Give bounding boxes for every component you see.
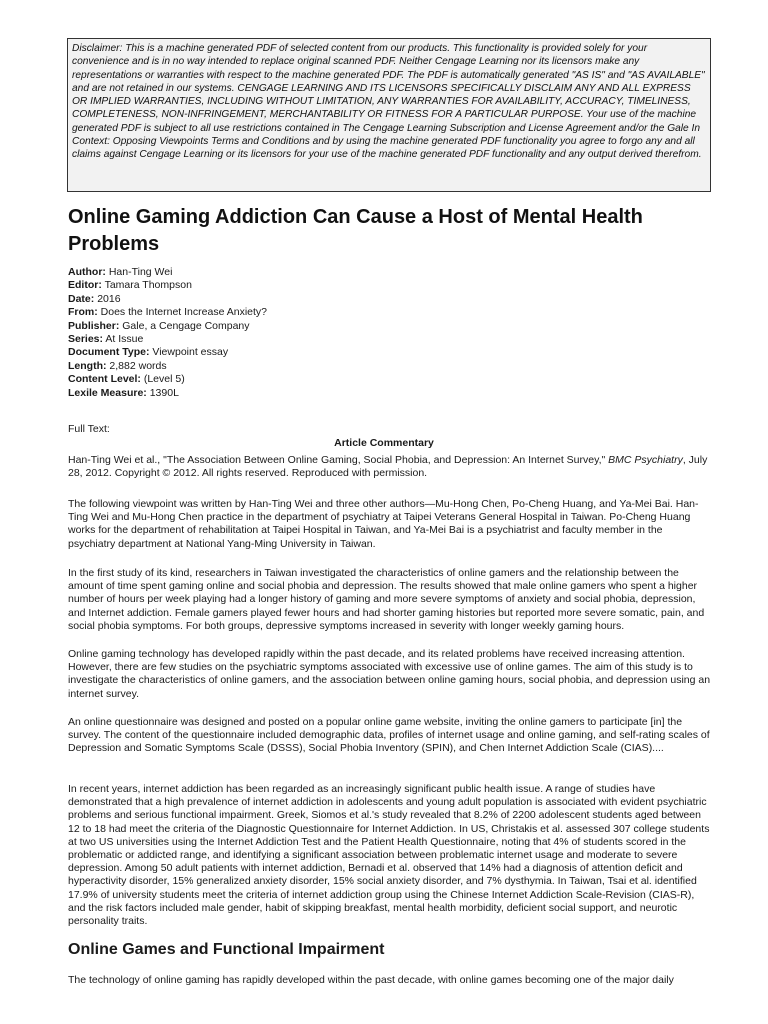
meta-series: Series: At Issue [68,333,144,346]
citation-paragraph: Han-Ting Wei et al., "The Association Between Online Gaming, Social Phobia, and Depression: An Internet Survey," BMC Psychiatry, July 28, 2012. Copyright © 2012. All rights reserved. Reproduced with permission. [68,454,708,480]
meta-content-level: Content Level: (Level 5) [68,373,185,386]
paragraph-methods: An online questionnaire was designed and posted on a popular online game website, inviting the online gamers to participate [in] the survey. The content of the questionnaire included demographic data, profiles of internet usage and online gaming, and self-rating scales of Depression and Somatic Symptoms Scale (DSSS), Social Phobia Inventory (SPIN), and Chen Internet Addiction Scale (CIAS).... [68,716,710,755]
article-title: Online Gaming Addiction Can Cause a Host of Mental Health Problems [68,206,643,255]
meta-from: From: Does the Internet Increase Anxiety? [68,306,268,319]
meta-publisher: Publisher: Gale, a Cengage Company [68,319,250,332]
meta-lexile: Lexile Measure: 1390L [68,386,179,399]
section-heading: Online Games and Functional Impairment [68,941,385,958]
meta-author: Author: Han-Ting Wei [68,266,173,278]
journal-name: BMC Psychiatry [608,454,683,466]
disclaimer-text: Disclaimer: This is a machine generated PDF of selected content from our products. This functionality is provided solely for your convenience and is in no way intended to replace original scanned PDF. Neither Cengage Learning nor its licensors make any representations or warranties with respect to the machine generated PDF. The PDF is automatically generated "AS IS" and "AS AVAILABLE" and are not retained in our systems. CENGAGE LEARNING AND ITS LICENSORS SPECIFICALLY DISCLAIM ANY AND ALL EXPRESS OR IMPLIED WARRANTIES, INCLUDING WITHOUT LIMITATION, ANY WARRANTIES FOR AVAILABILITY, ACCURACY, TIMELINESS, COMPLETENESS, NON-INFRINGEMENT, MERCHANTABILITY OR FITNESS FOR A PARTICULAR PURPOSE. Your use of the machine generated PDF is subject to all use restrictions contained in The Cengage Learning Subscription and License Agreement and/or the Gale In Context: Opposing Viewpoints Terms and Conditions and by using the machine generated PDF functionality you agree to forgo any and all claims against Cengage Learning or its licensors for your use of the machine generated PDF functionality and any output derived therefrom. [72,43,705,161]
article-metadata [68,266,708,400]
paragraph-last: The technology of online gaming has rapidly developed within the past decade, with online games becoming one of the major daily [68,974,674,986]
full-text-label: Full Text: [68,423,110,435]
meta-document-type: Document Type: Viewpoint essay [68,346,229,359]
article-commentary-heading: Article Commentary [334,437,434,449]
disclaimer-box [67,38,711,192]
paragraph-abstract: Online gaming technology has developed rapidly within the past decade, and its related problems have received increasing attention. However, there are few studies on the psychiatric symptoms associated with excessive use of online games. The aim of this study is to investigate the characteristics of online gamers, and the association between online gaming hours, social phobia, and depression using an internet survey. [68,648,711,700]
meta-editor: Editor: Tamara Thompson [68,279,192,292]
meta-date: Date: 2016 [68,292,121,305]
paragraph-background: In recent years, internet addiction has been regarded as an increasingly significant public health issue. A range of studies have demonstrated that a high prevalence of internet addiction in adolescents and young adult population is associated with evident psychiatric problems and serious functional impairment. Greek, Siomos et al.'s study revealed that 8.2% of 2200 adolescent students aged between 12 to 18 had meet the criteria of the Diagnostic Questionnaire for Internet Addiction. In US, Christakis et al. assessed 307 college students at two US universities using the Internet Addiction Test and the Patient Health Questionnaire, noting that 4% of students scored in the problematic or addicted range, and identifying a significant association between problematic internet usage and moderate to severe depression. Among 50 adult patients with internet addiction, Bernadi et al. observed that 14% had a diagnosis of attention deficit and hyperactivity disorder, 15% generalized anxiety disorder, 15% social anxiety disorder, and 7% dysthymia. In Taiwan, Tsai et al. identified 17.9% of university students meet the criteria of internet addiction group using the Chinese Internet Addiction Scale-Revision (CIAS-R), and the risk factors included male gender, habit of skipping breakfast, mental health morbidity, deficient social support, and neurotic personality traits. [68,783,710,928]
paragraph-summary: In the first study of its kind, researchers in Taiwan investigated the characteristics of online gamers and the relationship between the amount of time spent gaming online and social phobia and depression. The results showed that male online gamers who spent a higher number of hours per week playing had a longer history of gaming and more severe symptoms of anxiety and social phobia, depression, and Internet addiction. Female gamers played fewer hours and had shorter gaming histories but reported more severe somatic, pain, and social phobia symptoms. For both groups, depressive symptoms increased in severity with longer weekly gaming hours. [68,567,705,632]
paragraph-authors: The following viewpoint was written by Han-Ting Wei and three other authors—Mu-Hong Chen, Po-Cheng Huang, and Ya-Mei Bai. Han-Ting Wei and Mu-Hong Chen practice in the department of psychiatry at Taipei Veterans General Hospital in Taiwan. Po-Cheng Huang works for the department of rehabilitation at Taipei Hospital in Taiwan, and Ya-Mei Bai is a psychiatrist and faculty member in the psychiatry department at National Yang-Ming University in Taiwan. [68,498,699,550]
meta-length: Length: 2,882 words [68,359,167,372]
